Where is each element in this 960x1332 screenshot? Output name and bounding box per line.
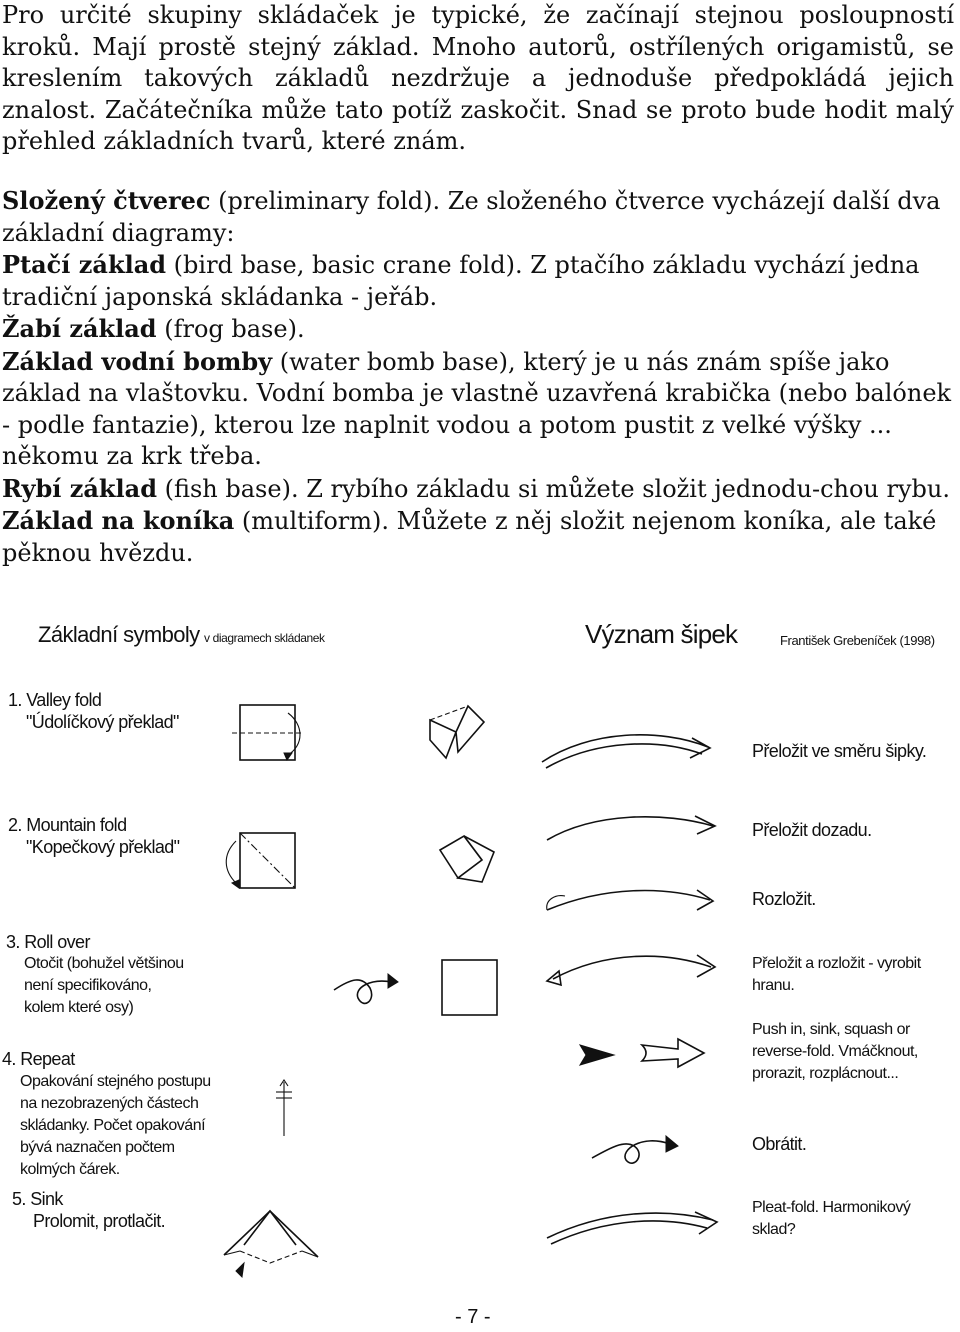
turn-over-arrow-icon [590, 1120, 690, 1175]
arrow-meaning: Push in, sink, squash or [752, 1021, 910, 1038]
base-name: Základ vodní bomby [2, 346, 273, 376]
sink-diagram [218, 1205, 328, 1285]
symbol-repeat-desc: skládanky. Počet opakování [20, 1117, 206, 1134]
base-name: Žabí základ [2, 314, 157, 343]
base-description: (fish base). Z rybího základu si můžete složit jednodu-chou rybu. [156, 474, 950, 503]
arrow-meaning: sklad? [752, 1221, 796, 1238]
base-description: (water bomb base), který je u nás znám spíše jako základ na vlaštovku. Vodní bomba je vlastně uzavřená krabička (nebo balónek - podle fantazie), kterou lze naplnit vodou a potom pustit z velké výšky ... někomu za krk třeba. [2, 347, 952, 470]
arrow-meaning: Pleat-fold. Harmonikový [752, 1199, 911, 1216]
intro-paragraph [2, 0, 954, 158]
roll-over-arrow-icon [332, 960, 422, 1015]
symbols-title-sub: v diagramech skládanek [204, 631, 325, 645]
base-item [2, 249, 954, 313]
arrow-meaning: Obrátit. [752, 1134, 807, 1154]
base-item [2, 473, 954, 506]
pleat-fold-arrow-icon [545, 1200, 725, 1250]
arrow-meaning: Přeložit ve směru šipky. [752, 741, 927, 761]
symbol-repeat-desc: bývá naznačen počtem [20, 1139, 175, 1156]
push-in-arrow-icon [578, 1043, 618, 1068]
mountain-fold-model [438, 832, 498, 892]
base-description: (bird base, basic crane fold). Z ptačího základu vychází jedna tradiční japonská skládanka - jeřáb. [2, 251, 920, 311]
base-item [2, 313, 954, 346]
symbol-roll-over-label: 3. Roll over [6, 932, 90, 952]
symbol-roll-over-desc: kolem které osy) [24, 999, 134, 1016]
symbol-valley-fold-label: 1. Valley fold [8, 690, 102, 710]
mountain-fold-arrow-icon [545, 808, 720, 848]
repeat-icon [270, 1080, 300, 1140]
symbol-valley-fold-desc: "Údolíčkový překlad" [26, 712, 179, 732]
symbol-mountain-fold-desc: "Kopečkový překlad" [26, 837, 180, 857]
fold-unfold-arrow-icon [545, 945, 720, 990]
outline-arrow-icon [640, 1035, 708, 1073]
symbol-roll-over-desc: není specifikováno, [24, 977, 152, 994]
base-name: Základ na koníka [2, 506, 235, 535]
symbols-title [38, 622, 325, 648]
arrow-meaning: hranu. [752, 977, 795, 994]
base-description: (preliminary fold). Ze složeného čtverce vycházejí další dva základní diagramy: [2, 187, 941, 247]
symbol-repeat-desc: na nezobrazených částech [20, 1095, 199, 1112]
page-number: - 7 - [455, 1306, 491, 1328]
symbol-sink-desc: Prolomit, protlačit. [33, 1211, 166, 1231]
intro-text: Pro určité skupiny skládaček je typické, že začínají stejnou posloupností kroků. Mají prostě stejný základ. Mnoho autorů, ostřílených origamistů, se kreslením takových základů nezdržuje a jednoduše předpokládá jejich znalost. Začátečníka může tato potíž zaskočit. Snad se proto bude hodit malý přehled základních tvarů, které znám. [2, 1, 954, 155]
base-description: (multiform). Můžete z něj složit nejenom koníka, ale také pěknou hvězdu. [2, 507, 937, 567]
symbol-repeat-label: 4. Repeat [2, 1049, 75, 1069]
author-credit: František Grebeníček (1998) [780, 633, 935, 648]
base-name: Složený čtverec [2, 186, 211, 215]
valley-fold-arrow-icon [540, 722, 715, 772]
symbol-repeat-desc: Opakování stejného postupu [20, 1073, 211, 1090]
mountain-fold-diagram [226, 825, 296, 900]
bases-list [2, 185, 954, 569]
base-item [2, 346, 954, 473]
symbol-mountain-fold-label: 2. Mountain fold [8, 815, 127, 835]
symbols-title-main: Základní symboly [38, 622, 200, 647]
arrow-meaning: Přeložit dozadu. [752, 820, 872, 840]
arrow-meaning: reverse-fold. Vmáčknout, [752, 1043, 918, 1060]
arrow-meaning: Přeložit a rozložit - vyrobit [752, 955, 921, 972]
base-name: Ptačí základ [2, 250, 167, 279]
base-description: (frog base). [156, 315, 305, 343]
symbol-repeat-desc: kolmých čárek. [20, 1161, 120, 1178]
arrows-title: Význam šipek [585, 619, 738, 649]
symbol-sink-label: 5. Sink [12, 1189, 63, 1209]
valley-fold-model [428, 700, 488, 760]
roll-over-square [440, 958, 500, 1018]
arrow-meaning: Rozložit. [752, 889, 816, 909]
arrow-meaning: prorazit, rozplácnout... [752, 1065, 899, 1082]
base-name: Rybí základ [2, 473, 157, 503]
base-item [2, 505, 954, 569]
unfold-arrow-icon [545, 880, 720, 920]
base-item [2, 185, 954, 249]
symbol-roll-over-desc: Otočit (bohužel většinou [24, 955, 184, 972]
valley-fold-diagram [240, 695, 310, 780]
